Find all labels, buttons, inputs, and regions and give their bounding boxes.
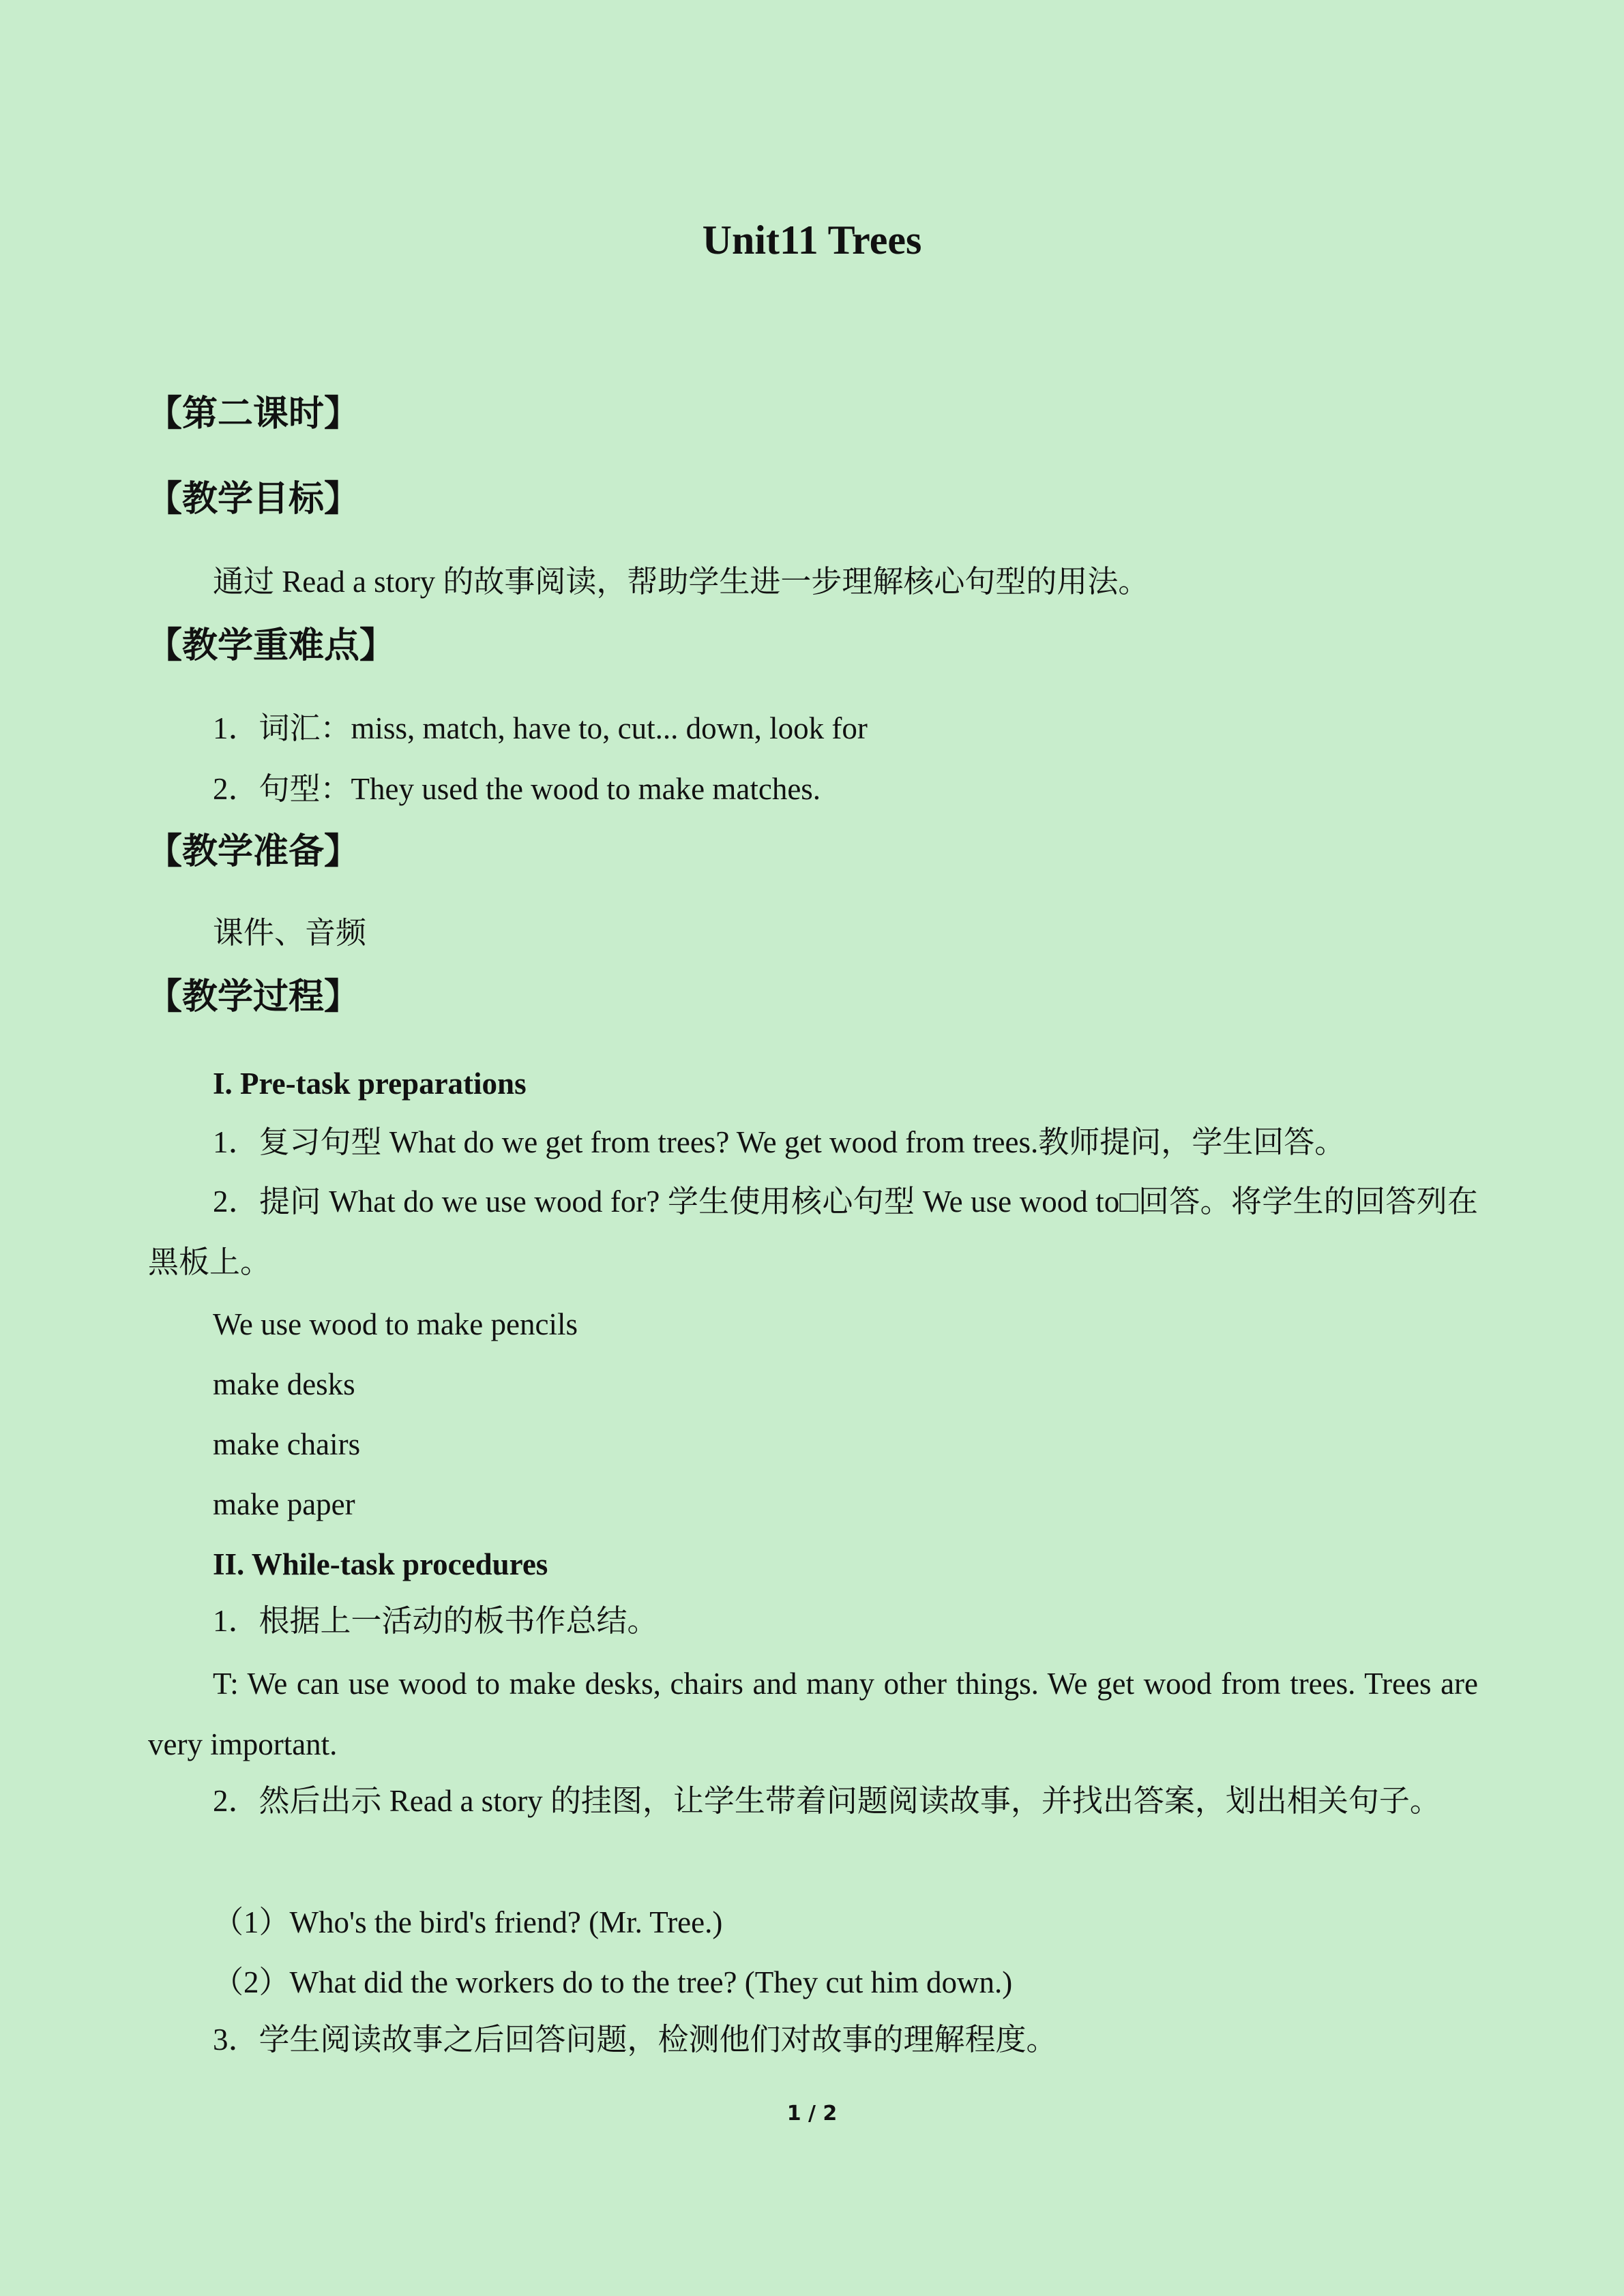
board-line-4: make paper	[213, 1487, 355, 1521]
page-number: 1 / 2	[786, 2102, 838, 2126]
preparation-text: 课件、音频	[213, 916, 367, 950]
pre-task-item-1: 1．复习句型 What do we get from trees? We get wood from trees.教师提问，学生回答。	[213, 1125, 1346, 1159]
while-task-item-2: 2．然后出示 Read a story 的挂图，让学生带着问题阅读故事，并找出答案，划出相关句子。	[213, 1784, 1441, 1818]
while-task-item-3: 3．学生阅读故事之后回答问题，检测他们对故事的理解程度。	[213, 2023, 1057, 2057]
preparation-heading: 【教学准备】	[147, 833, 360, 871]
objectives-heading: 【教学目标】	[147, 480, 360, 519]
board-line-2: make desks	[213, 1367, 355, 1401]
key-point-sentence: 2．句型：They used the wood to make matches.	[213, 772, 821, 806]
key-points-heading: 【教学重难点】	[147, 627, 396, 666]
board-line-3: make chairs	[213, 1427, 361, 1461]
board-line-1: We use wood to make pencils	[213, 1307, 578, 1341]
page-title: Unit11 Trees	[702, 218, 922, 263]
question-2: （2）What did the workers do to the tree? (They cut him down.)	[213, 1965, 1013, 1999]
pre-task-item-2: 2．提问 What do we use wood for? 学生使用核心句型 We use wood to□回答。将学生的回答列在黑板上。	[148, 1184, 1478, 1279]
while-task-item-1: 1．根据上一活动的板书作总结。	[213, 1604, 658, 1638]
question-1: （1）Who's the bird's friend? (Mr. Tree.)	[213, 1905, 723, 1939]
period-heading: 【第二课时】	[147, 395, 360, 434]
key-point-vocabulary: 1．词汇：miss, match, have to, cut... down, look for	[213, 711, 868, 745]
pre-task-heading: I. Pre-task preparations	[213, 1067, 527, 1101]
objectives-text: 通过 Read a story 的故事阅读，帮助学生进一步理解核心句型的用法。	[213, 565, 1149, 599]
teacher-talk: T: We can use wood to make desks, chairs and many other things. We get wood from trees. Trees are very important.	[148, 1667, 1478, 1761]
while-task-heading: II. While-task procedures	[213, 1547, 548, 1581]
process-heading: 【教学过程】	[147, 978, 360, 1017]
